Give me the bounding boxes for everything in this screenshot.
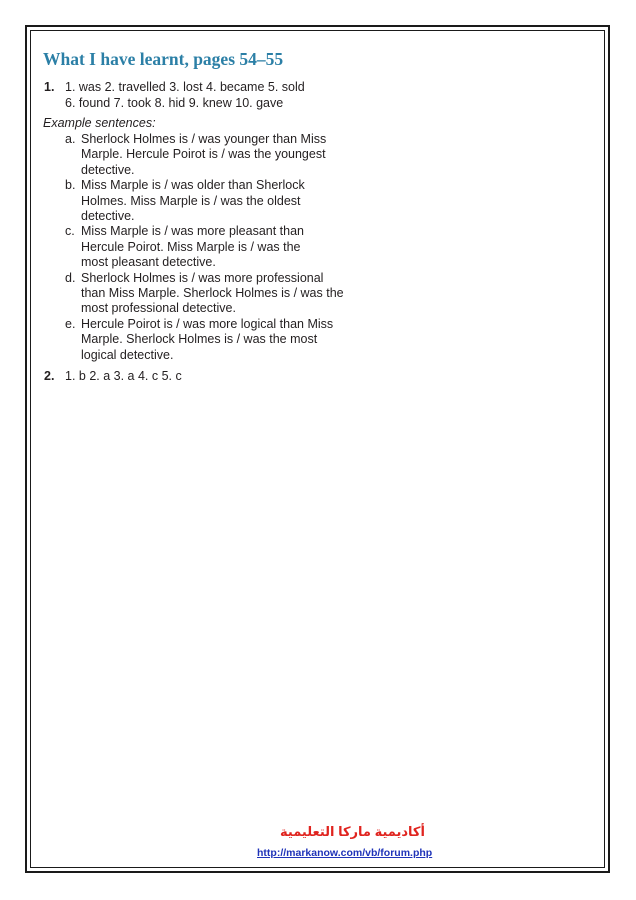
- example-line: Sherlock Holmes is / was younger than Miss: [81, 132, 327, 146]
- example-line: Holmes. Miss Marple is / was the oldest: [81, 193, 301, 208]
- footer-academy-name: أكاديمية ماركا التعليمية: [280, 824, 425, 839]
- example-letter: c.: [65, 224, 75, 239]
- example-line: Sherlock Holmes is / was more professional: [81, 270, 324, 285]
- footer-link[interactable]: http://markanow.com/vb/forum.php: [257, 847, 433, 859]
- question-2-number: 2.: [44, 369, 55, 383]
- example-letter: e.: [65, 316, 76, 331]
- example-line: than Miss Marple. Sherlock Holmes is / was the: [81, 286, 344, 301]
- example-line: Hercule Poirot is / was more logical than Miss: [81, 316, 334, 331]
- example-line: detective.: [81, 209, 135, 224]
- example-line: Marple. Hercule Poirot is / was the youngest: [81, 147, 326, 162]
- example-line: detective.: [81, 162, 135, 177]
- example-line: most professional detective.: [81, 301, 236, 316]
- example-letter: d.: [65, 270, 76, 285]
- question-1-answers-line-1: 1. was 2. travelled 3. lost 4. became 5. sold: [65, 80, 305, 94]
- example-line: Miss Marple is / was more pleasant than: [81, 224, 305, 239]
- example-item-e: [65, 317, 344, 363]
- example-letter: b.: [65, 178, 76, 193]
- question-2-answers: 1. b 2. a 3. a 4. c 5. c: [65, 369, 182, 383]
- example-line: Hercule Poirot. Miss Marple is / was the: [81, 239, 301, 254]
- example-sentences-list: [65, 132, 344, 363]
- example-line: Marple. Sherlock Holmes is / was the most: [81, 332, 318, 347]
- example-item-c: [65, 224, 344, 270]
- page-title: What I have learnt, pages 54–55: [43, 49, 284, 69]
- example-letter: a.: [65, 132, 76, 146]
- example-item-b: [65, 178, 344, 224]
- example-line: Miss Marple is / was older than Sherlock: [81, 178, 305, 193]
- example-item-d: [65, 271, 344, 317]
- example-line: logical detective.: [81, 347, 174, 362]
- example-sentences-label: Example sentences:: [43, 116, 156, 130]
- example-item-a: [65, 132, 344, 178]
- example-line: most pleasant detective.: [81, 255, 216, 270]
- question-1-number: 1.: [44, 80, 55, 94]
- question-1-answers-line-2: 6. found 7. took 8. hid 9. knew 10. gave: [65, 96, 284, 110]
